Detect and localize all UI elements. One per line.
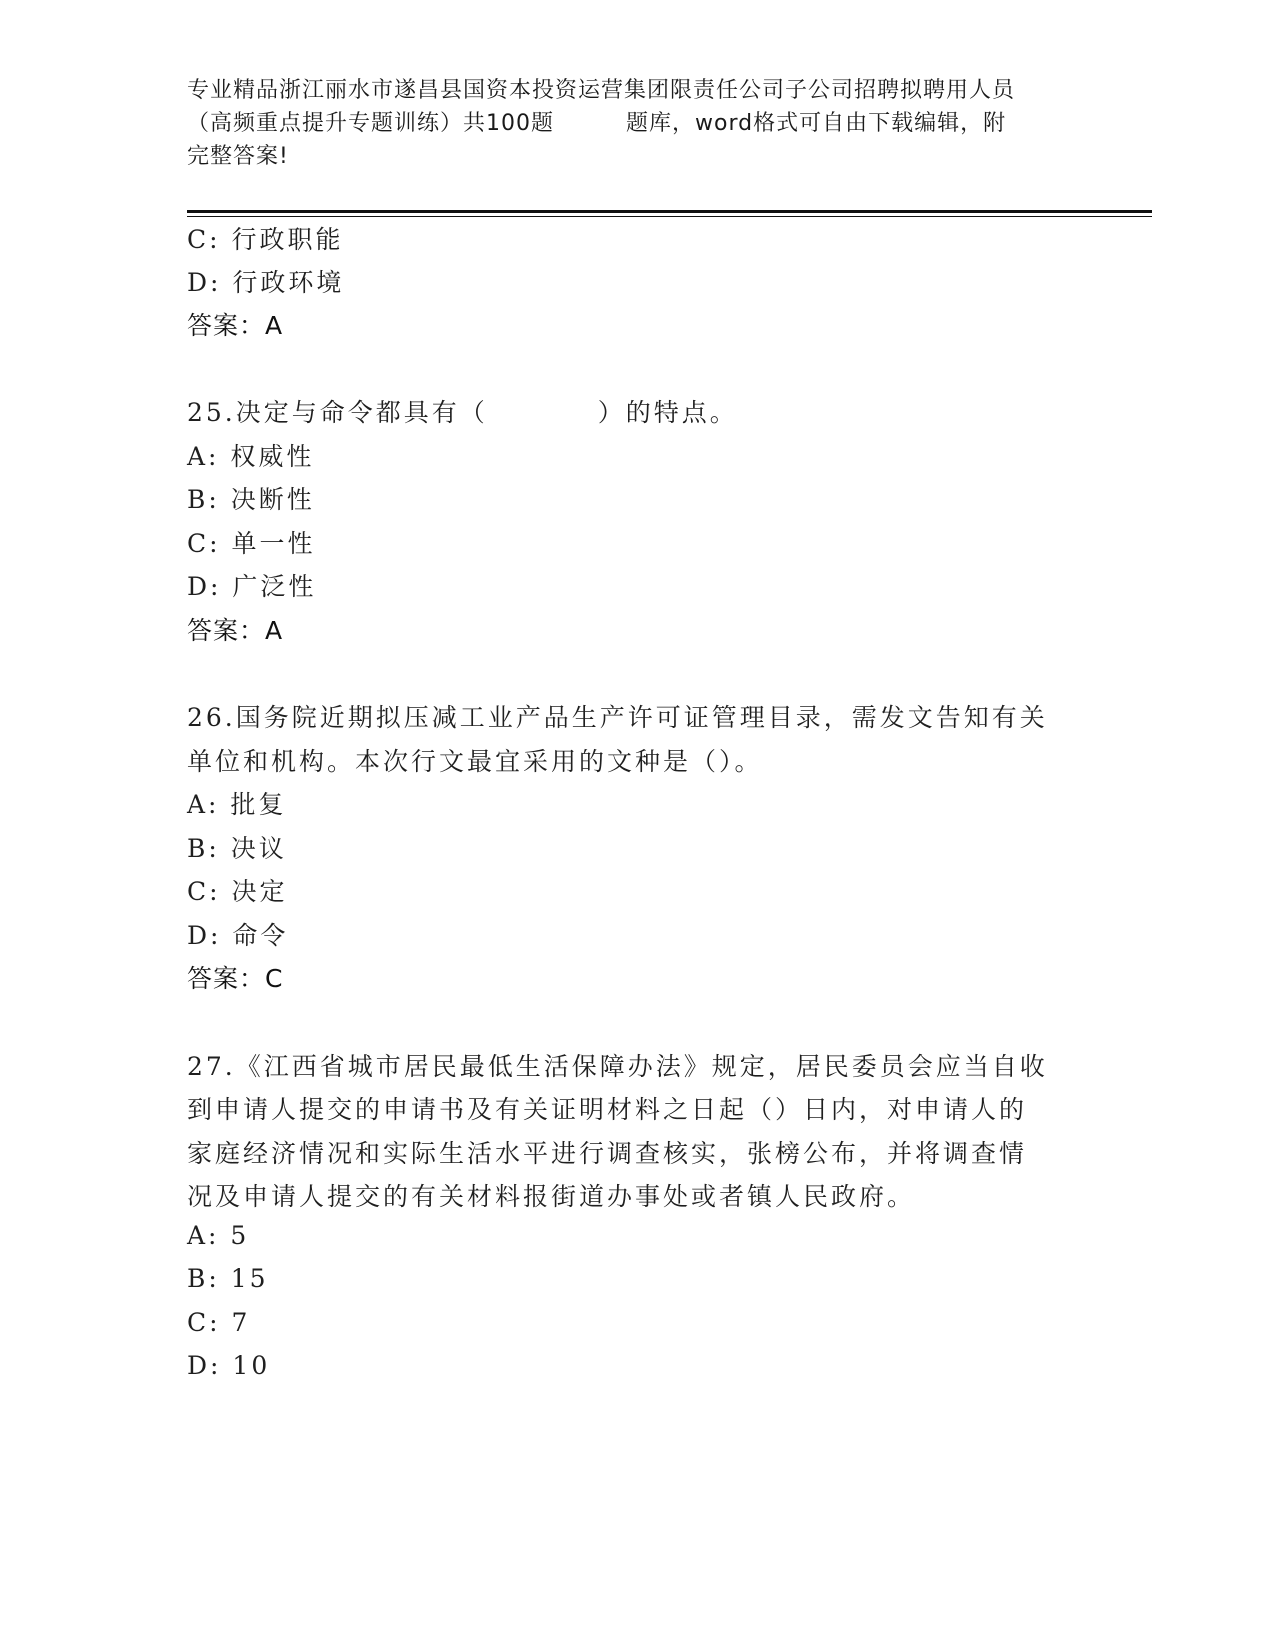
option-d: D: 10	[187, 1351, 271, 1380]
question-27-stem-line-1: 27.《江西省城市居民最低生活保障办法》规定，居民委员会应当自收	[187, 1052, 1048, 1081]
option-c: C: 7	[187, 1308, 251, 1337]
option-d: D: 广泛性	[187, 572, 317, 601]
option-c: C: 决定	[187, 877, 288, 906]
header-line-3: 完整答案!	[187, 144, 289, 169]
option-b: B: 决议	[187, 834, 287, 863]
option-a: A: 批复	[187, 790, 287, 819]
header-line-2	[187, 107, 1087, 140]
question-25-stem-part-2: ）的特点。	[597, 398, 738, 427]
question-26-stem-line-1: 26.国务院近期拟压减工业产品生产许可证管理目录，需发文告知有关	[187, 703, 1048, 732]
option-c: C: 行政职能	[187, 225, 344, 254]
header-line-2-part-2: 题库，word格式可自由下载编辑，附	[626, 111, 1007, 136]
question-26-stem-line-2: 单位和机构。本次行文最宜采用的文种是（）。	[187, 747, 763, 776]
option-a: A: 权威性	[187, 442, 315, 471]
question-25-stem-part-1: 25.决定与命令都具有（	[187, 398, 488, 427]
option-d: D: 命令	[187, 921, 289, 950]
answer-label: 答案：A	[187, 616, 284, 645]
option-b: B: 15	[187, 1264, 269, 1293]
option-a: A: 5	[187, 1221, 250, 1250]
option-c: C: 单一性	[187, 529, 316, 558]
answer-label: 答案：C	[187, 964, 284, 993]
option-b: B: 决断性	[187, 485, 315, 514]
document-header	[187, 74, 1087, 173]
header-line-1: 专业精品浙江丽水市遂昌县国资本投资运营集团限责任公司子公司招聘拟聘用人员	[187, 78, 1016, 103]
header-line-2-part-1: （高频重点提升专题训练）共100题	[187, 111, 554, 136]
header-divider-thick	[187, 210, 1152, 213]
header-divider-thin	[187, 216, 1152, 217]
answer-label: 答案：A	[187, 311, 284, 340]
question-27-stem-line-2: 到申请人提交的申请书及有关证明材料之日起（）日内，对申请人的	[187, 1095, 1028, 1124]
question-27-stem-line-3: 家庭经济情况和实际生活水平进行调查核实，张榜公布，并将调查情	[187, 1139, 1028, 1168]
option-d: D: 行政环境	[187, 268, 345, 297]
question-25-stem	[187, 393, 738, 429]
question-27-stem-line-4: 况及申请人提交的有关材料报街道办事处或者镇人民政府。	[187, 1182, 916, 1211]
